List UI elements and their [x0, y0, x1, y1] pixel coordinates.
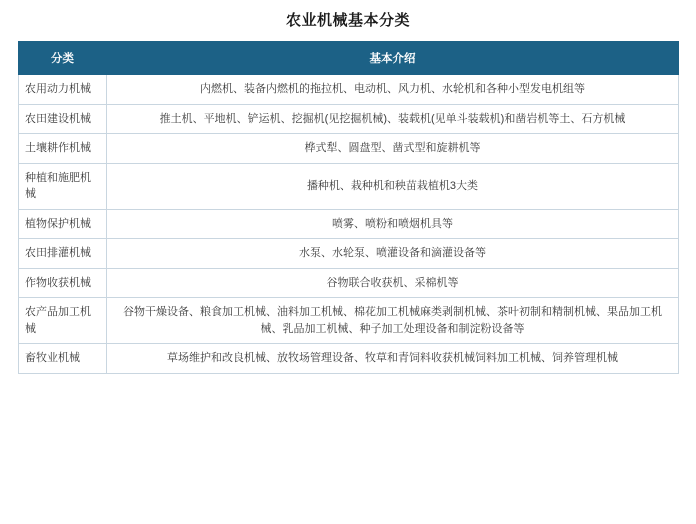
row-description: 水泵、水轮泵、喷灌设备和滴灌设备等 [107, 239, 679, 269]
page-title: 农业机械基本分类 [285, 12, 410, 29]
table-row [19, 344, 679, 374]
row-category: 农用动力机械 [19, 75, 107, 105]
row-description: 播种机、栽种机和秧苗栽植机3大类 [107, 163, 679, 209]
row-category: 畜牧业机械 [19, 344, 107, 374]
table-row [19, 268, 679, 298]
table-header-description: 基本介绍 [107, 42, 679, 75]
row-category: 农田建设机械 [19, 104, 107, 134]
row-category: 农田排灌机械 [19, 239, 107, 269]
table-row [19, 104, 679, 134]
table-row [19, 134, 679, 164]
row-description: 内燃机、装备内燃机的拖拉机、电动机、风力机、水轮机和各种小型发电机组等 [107, 75, 679, 105]
table-row [19, 298, 679, 344]
row-description: 谷物干燥设备、粮食加工机械、油料加工机械、棉花加工机械麻类剥制机械、茶叶初制和精制机械、果品加工机械、乳品加工机械、种子加工处理设备和制淀粉设备等 [107, 298, 679, 344]
row-description: 桦式犁、圆盘型、凿式型和旋耕机等 [107, 134, 679, 164]
table-header-category: 分类 [19, 42, 107, 75]
row-category: 农产品加工机械 [19, 298, 107, 344]
row-description: 谷物联合收获机、采棉机等 [107, 268, 679, 298]
row-description: 草场维护和改良机械、放牧场管理设备、牧草和青饲料收获机械饲料加工机械、饲养管理机械 [107, 344, 679, 374]
table-row [19, 209, 679, 239]
table-row [19, 163, 679, 209]
row-description: 推土机、平地机、铲运机、挖掘机(见挖掘机械)、装载机(见单斗装载机)和凿岩机等土、石方机械 [107, 104, 679, 134]
table-row [19, 75, 679, 105]
agricultural-machinery-table [18, 41, 679, 374]
row-description: 喷雾、喷粉和喷烟机具等 [107, 209, 679, 239]
table-row [19, 239, 679, 269]
row-category: 种植和施肥机械 [19, 163, 107, 209]
row-category: 作物收获机械 [19, 268, 107, 298]
row-category: 土壤耕作机械 [19, 134, 107, 164]
table-header-row [19, 42, 679, 75]
row-category: 植物保护机械 [19, 209, 107, 239]
